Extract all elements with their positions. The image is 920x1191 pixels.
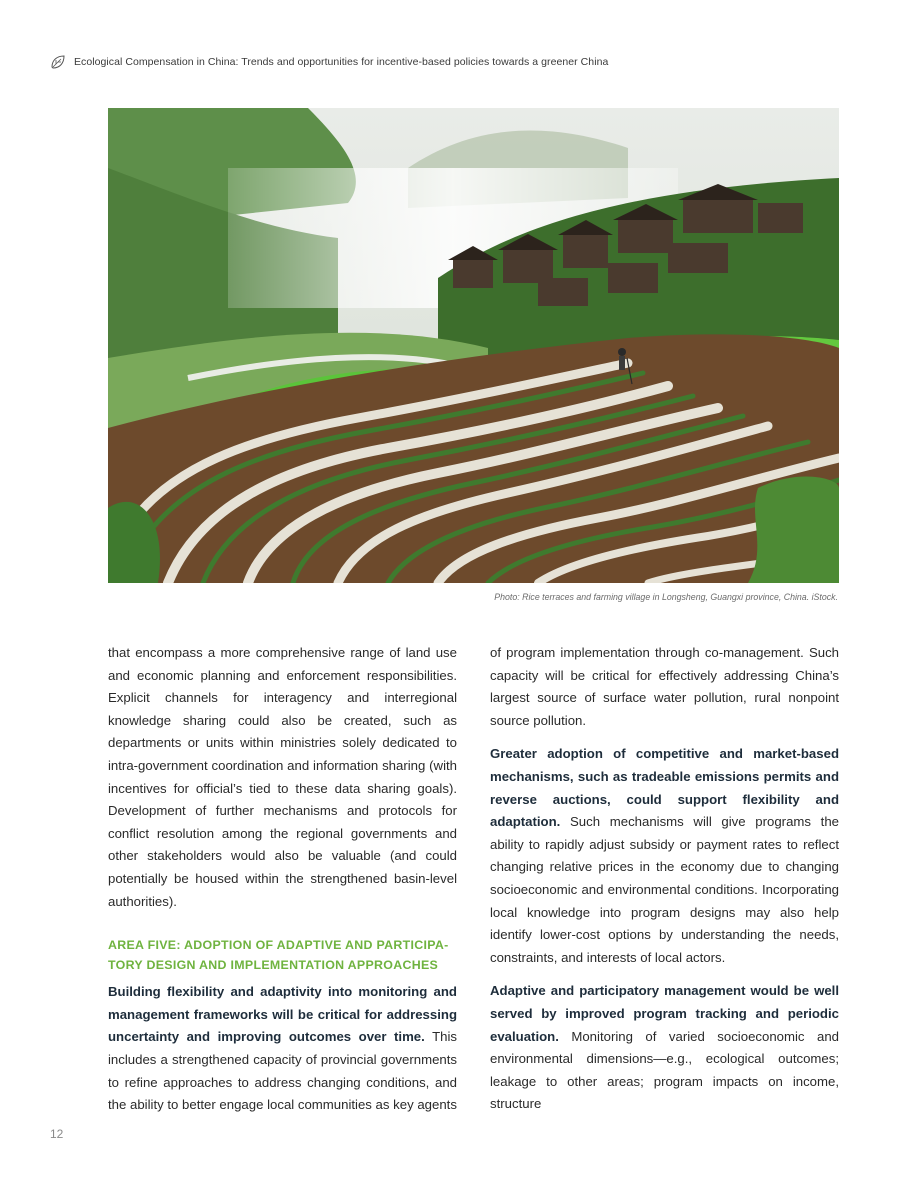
header-title: Ecological Compensation in China: Trends and opportunities for incentive-based policies towards a greener China [74, 56, 609, 68]
right-paragraph-2 [490, 743, 839, 969]
right-paragraph-2-body: Such mechanisms will give programs the ability to rapidly adjust subsidy or payment rates to reflect changing relative prices in the economy due to changing socioeconomic and environmental conditions. Incorporating local knowledge into program designs may also help identify lower-cost options by understanding the needs, constraints, and interests of local actors. [490, 814, 839, 965]
left-paragraph-2-lead: Building flexibility and adaptivity into monitoring and management frameworks will be critical for addressing uncertainty and improving outcomes over time. [108, 984, 457, 1045]
page-header [50, 54, 608, 70]
section-heading: AREA FIVE: ADOPTION OF ADAPTIVE AND PARTICIPA-TORY DESIGN AND IMPLEMENTATION APPROACHES [108, 938, 449, 973]
left-paragraph-2 [108, 981, 457, 1117]
page-number: 12 [50, 1127, 64, 1141]
right-column [490, 642, 839, 1116]
right-paragraph-1: of program implementation through co-management. Such capacity will be critical for effectively addressing China’s largest source of surface water pollution, rural nonpoint source pollution. [490, 645, 839, 728]
right-paragraph-3-lead: Adaptive and participatory management would be well served by improved program tracking and periodic evaluation. [490, 983, 839, 1044]
right-paragraph-2-lead: Greater adoption of competitive and market-based mechanisms, such as tradeable emissions permits and reverse auctions, could support flexibility and adaptation. [490, 746, 839, 830]
leaf-icon [50, 54, 66, 70]
rice-terraces-photo [108, 108, 839, 583]
right-paragraph-3-body: Monitoring of varied socioeconomic and environmental dimensions—e.g., ecological outcomes; leakage to other areas; program impacts on income, structure [490, 1028, 839, 1112]
left-paragraph-1: that encompass a more comprehensive range of land use and economic planning and enforcement responsibilities. Explicit channels for interagency and interregional knowledge sharing could also be created, such as departments or units within ministries solely dedicated to intra-government coordination and information sharing (with incentives for official’s tied to these data sharing goals). Development of further mechanisms and protocols for conflict resolution among the regional governments and other stakeholders would also be valuable (and could potentially be housed within the strengthened basin-level authorities). [108, 645, 457, 909]
left-column [108, 642, 457, 1117]
photo-caption: Photo: Rice terraces and farming village in Longsheng, Guangxi province, China. iStock. [494, 592, 838, 602]
right-paragraph-3 [490, 980, 839, 1116]
left-paragraph-2-body: This includes a strengthened capacity of provincial governments to refine approaches to address changing conditions, and the ability to better engage local communities as key agents [108, 1029, 457, 1113]
